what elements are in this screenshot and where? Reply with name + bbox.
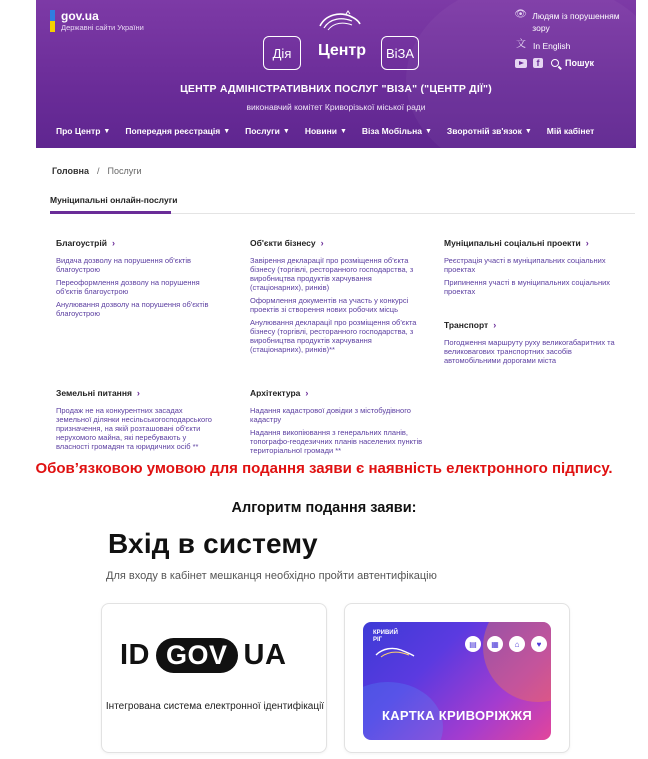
main-nav — [56, 126, 609, 136]
govua-subtitle: Державні сайти України — [61, 23, 144, 32]
chevron-down-icon: ▼ — [339, 127, 347, 135]
id-gov-ua-logo — [120, 638, 286, 673]
chevron-right-icon: › — [111, 238, 115, 248]
service-link[interactable]: Видача дозволу на порушення об'єктів благоустрою — [56, 256, 192, 274]
facebook-icon[interactable]: f — [533, 58, 543, 68]
section-heading[interactable] — [56, 238, 216, 248]
home-icon: ⌂ — [509, 636, 525, 652]
algorithm-heading: Алгоритм подання заяви: — [231, 500, 417, 516]
section-architecture — [250, 388, 426, 459]
breadcrumb-separator: / — [97, 166, 100, 176]
breadcrumb-home[interactable]: Головна — [52, 166, 89, 176]
section-transport — [444, 320, 624, 369]
idgov-caption: Інтегрована система електронної ідентифікації — [105, 701, 325, 712]
bus-icon: ▤ — [465, 636, 481, 652]
english-label: In English — [533, 41, 571, 51]
section-title: Муніципальні соціальні проекти — [444, 238, 581, 248]
service-link[interactable]: Надання кадастрової довідки з містобудівного кадастру — [250, 406, 411, 424]
service-link[interactable]: Реєстрація участі в муніципальних соціальних проектах — [444, 256, 606, 274]
section-heading[interactable] — [250, 238, 426, 248]
nav-my-cabinet[interactable] — [547, 126, 595, 136]
service-link[interactable]: Надання викопіювання з генеральних планів, топографо-геодезичних планів населених пунктів територіальної громади ** — [250, 428, 423, 455]
search-icon — [551, 59, 559, 67]
chevron-down-icon: ▼ — [424, 127, 432, 135]
search-button[interactable] — [551, 58, 594, 68]
site-subtitle: виконавчий комітет Криворізької міської ради — [246, 102, 426, 112]
nav-preregistration-label: Попередня реєстрація — [125, 126, 221, 136]
chevron-down-icon: ▼ — [524, 127, 532, 135]
chevron-right-icon: › — [493, 320, 497, 330]
service-link[interactable]: Анулювання дозволу на порушення об'єктів благоустрою — [56, 300, 209, 318]
site-title: ЦЕНТР АДМІНІСТРАТИВНИХ ПОСЛУГ "ВІЗА" ("ЦЕНТР ДІЇ") — [180, 83, 492, 95]
idgov-gov: GOV — [156, 638, 238, 673]
logo-dia: Дія — [263, 36, 301, 70]
heart-icon: ♥ — [531, 636, 547, 652]
english-link[interactable] — [514, 40, 634, 52]
service-link[interactable]: Погодження маршруту руху великогабаритних та великовагових транспортних засобів автомобільними дорогами міста — [444, 338, 615, 365]
nav-about[interactable] — [56, 126, 110, 136]
nav-viza-mobile-label: Віза Мобільна — [361, 126, 422, 136]
section-social-projects — [444, 238, 624, 300]
section-business — [250, 238, 426, 358]
logo-viza: ВіЗА — [381, 36, 419, 70]
nav-my-cabinet-label: Мій кабінет — [546, 126, 595, 136]
chevron-right-icon: › — [136, 388, 140, 398]
breadcrumb — [52, 166, 142, 176]
section-heading[interactable] — [444, 320, 624, 330]
youtube-icon[interactable] — [515, 59, 527, 68]
eye-icon: 👁 — [514, 9, 527, 20]
nav-feedback[interactable] — [447, 126, 532, 136]
nav-services[interactable] — [245, 126, 290, 136]
signature-notice: Обов’язковою умовою для подання заяви є наявність електронного підпису. — [35, 460, 613, 477]
section-title: Земельні питання — [56, 388, 132, 398]
kryvbas-card-login[interactable] — [344, 603, 570, 753]
kryvyi-rih-mark-icon — [375, 646, 415, 658]
login-title: Вхід в систему — [108, 528, 318, 559]
city-emblem-icon — [316, 10, 362, 32]
idgov-ua: UA — [243, 639, 287, 671]
service-link[interactable]: Переоформлення дозволу на порушення об'єктів благоустрою — [56, 278, 200, 296]
card-name: КАРТКА КРИВОРІЖЖЯ — [381, 708, 533, 723]
document-icon: ▦ — [487, 636, 503, 652]
search-label: Пошук — [565, 58, 594, 68]
section-heading[interactable] — [444, 238, 624, 248]
section-title: Об'єкти бізнесу — [250, 238, 316, 248]
nav-preregistration[interactable] — [125, 126, 230, 136]
kr-logo-line1: КРИВИЙ — [373, 630, 398, 636]
login-subtitle: Для входу в кабінет мешканця необхідно пройти автентифікацію — [106, 570, 437, 582]
chevron-right-icon: › — [585, 238, 589, 248]
tab-municipal-services[interactable]: Муніципальні онлайн-послуги — [50, 195, 178, 205]
service-link[interactable]: Припинення участі в муніципальних соціальних проектах — [444, 278, 611, 296]
section-title: Архітектура — [250, 388, 301, 398]
chevron-right-icon: › — [305, 388, 309, 398]
nav-news-label: Новини — [304, 126, 337, 136]
kr-logo-line2: РІГ — [373, 637, 383, 643]
kryvyi-rih-logo — [373, 630, 398, 644]
nav-viza-mobile[interactable] — [362, 126, 432, 136]
idgov-id: ID — [120, 639, 150, 671]
id-gov-ua-login-card[interactable] — [101, 603, 327, 753]
tab-active-indicator — [50, 211, 171, 214]
breadcrumb-current: Послуги — [107, 166, 142, 176]
nav-about-label: Про Центр — [56, 126, 101, 136]
service-link[interactable]: Оформлення документів на участь у конкурсі проектів зі створення нових робочих місць — [250, 296, 409, 314]
service-link[interactable]: Завірення декларації про розміщення об'єкта бізнесу (торгівлі, ресторанного господарства, з виробництва продуктів харчування (стаціонарних), ринків) — [250, 256, 414, 292]
chevron-down-icon: ▼ — [223, 127, 231, 135]
service-link[interactable]: Анулювання декларації про розміщення об'єкта бізнесу (торгівлі, ресторанного господарства, з виробництва продуктів харчування (стаціонарних), ринків)** — [250, 318, 417, 354]
nav-news[interactable] — [305, 126, 347, 136]
chevron-right-icon: › — [320, 238, 324, 248]
chevron-down-icon: ▼ — [282, 127, 290, 135]
accessibility-link[interactable] — [514, 10, 634, 34]
logo-center: Центр — [317, 42, 367, 59]
govua-name: gov.ua — [61, 9, 99, 23]
chevron-down-icon: ▼ — [103, 127, 111, 135]
card-service-icons — [465, 636, 547, 652]
section-blagoustriy — [56, 238, 216, 322]
translate-icon: 文 — [516, 39, 526, 50]
kryvorizhzhia-card-image — [363, 622, 551, 740]
accessibility-label: Людям із порушенням зору — [532, 11, 620, 33]
service-link[interactable]: Продаж не на конкурентних засадах земельної ділянки несільськогосподарського призначення, на якій розташовані об'єкти нерухомого майна, які перебувають у власності громадян та юридичних осіб ** — [56, 406, 212, 451]
social-and-search — [514, 58, 634, 68]
section-heading[interactable] — [250, 388, 426, 398]
section-title: Транспорт — [444, 320, 489, 330]
nav-services-label: Послуги — [245, 126, 280, 136]
nav-feedback-label: Зворотній зв'язок — [446, 126, 522, 136]
site-header — [36, 0, 636, 148]
section-land — [56, 388, 218, 455]
section-heading[interactable] — [56, 388, 218, 398]
section-title: Благоустрій — [56, 238, 107, 248]
header-utility-links — [514, 10, 634, 68]
